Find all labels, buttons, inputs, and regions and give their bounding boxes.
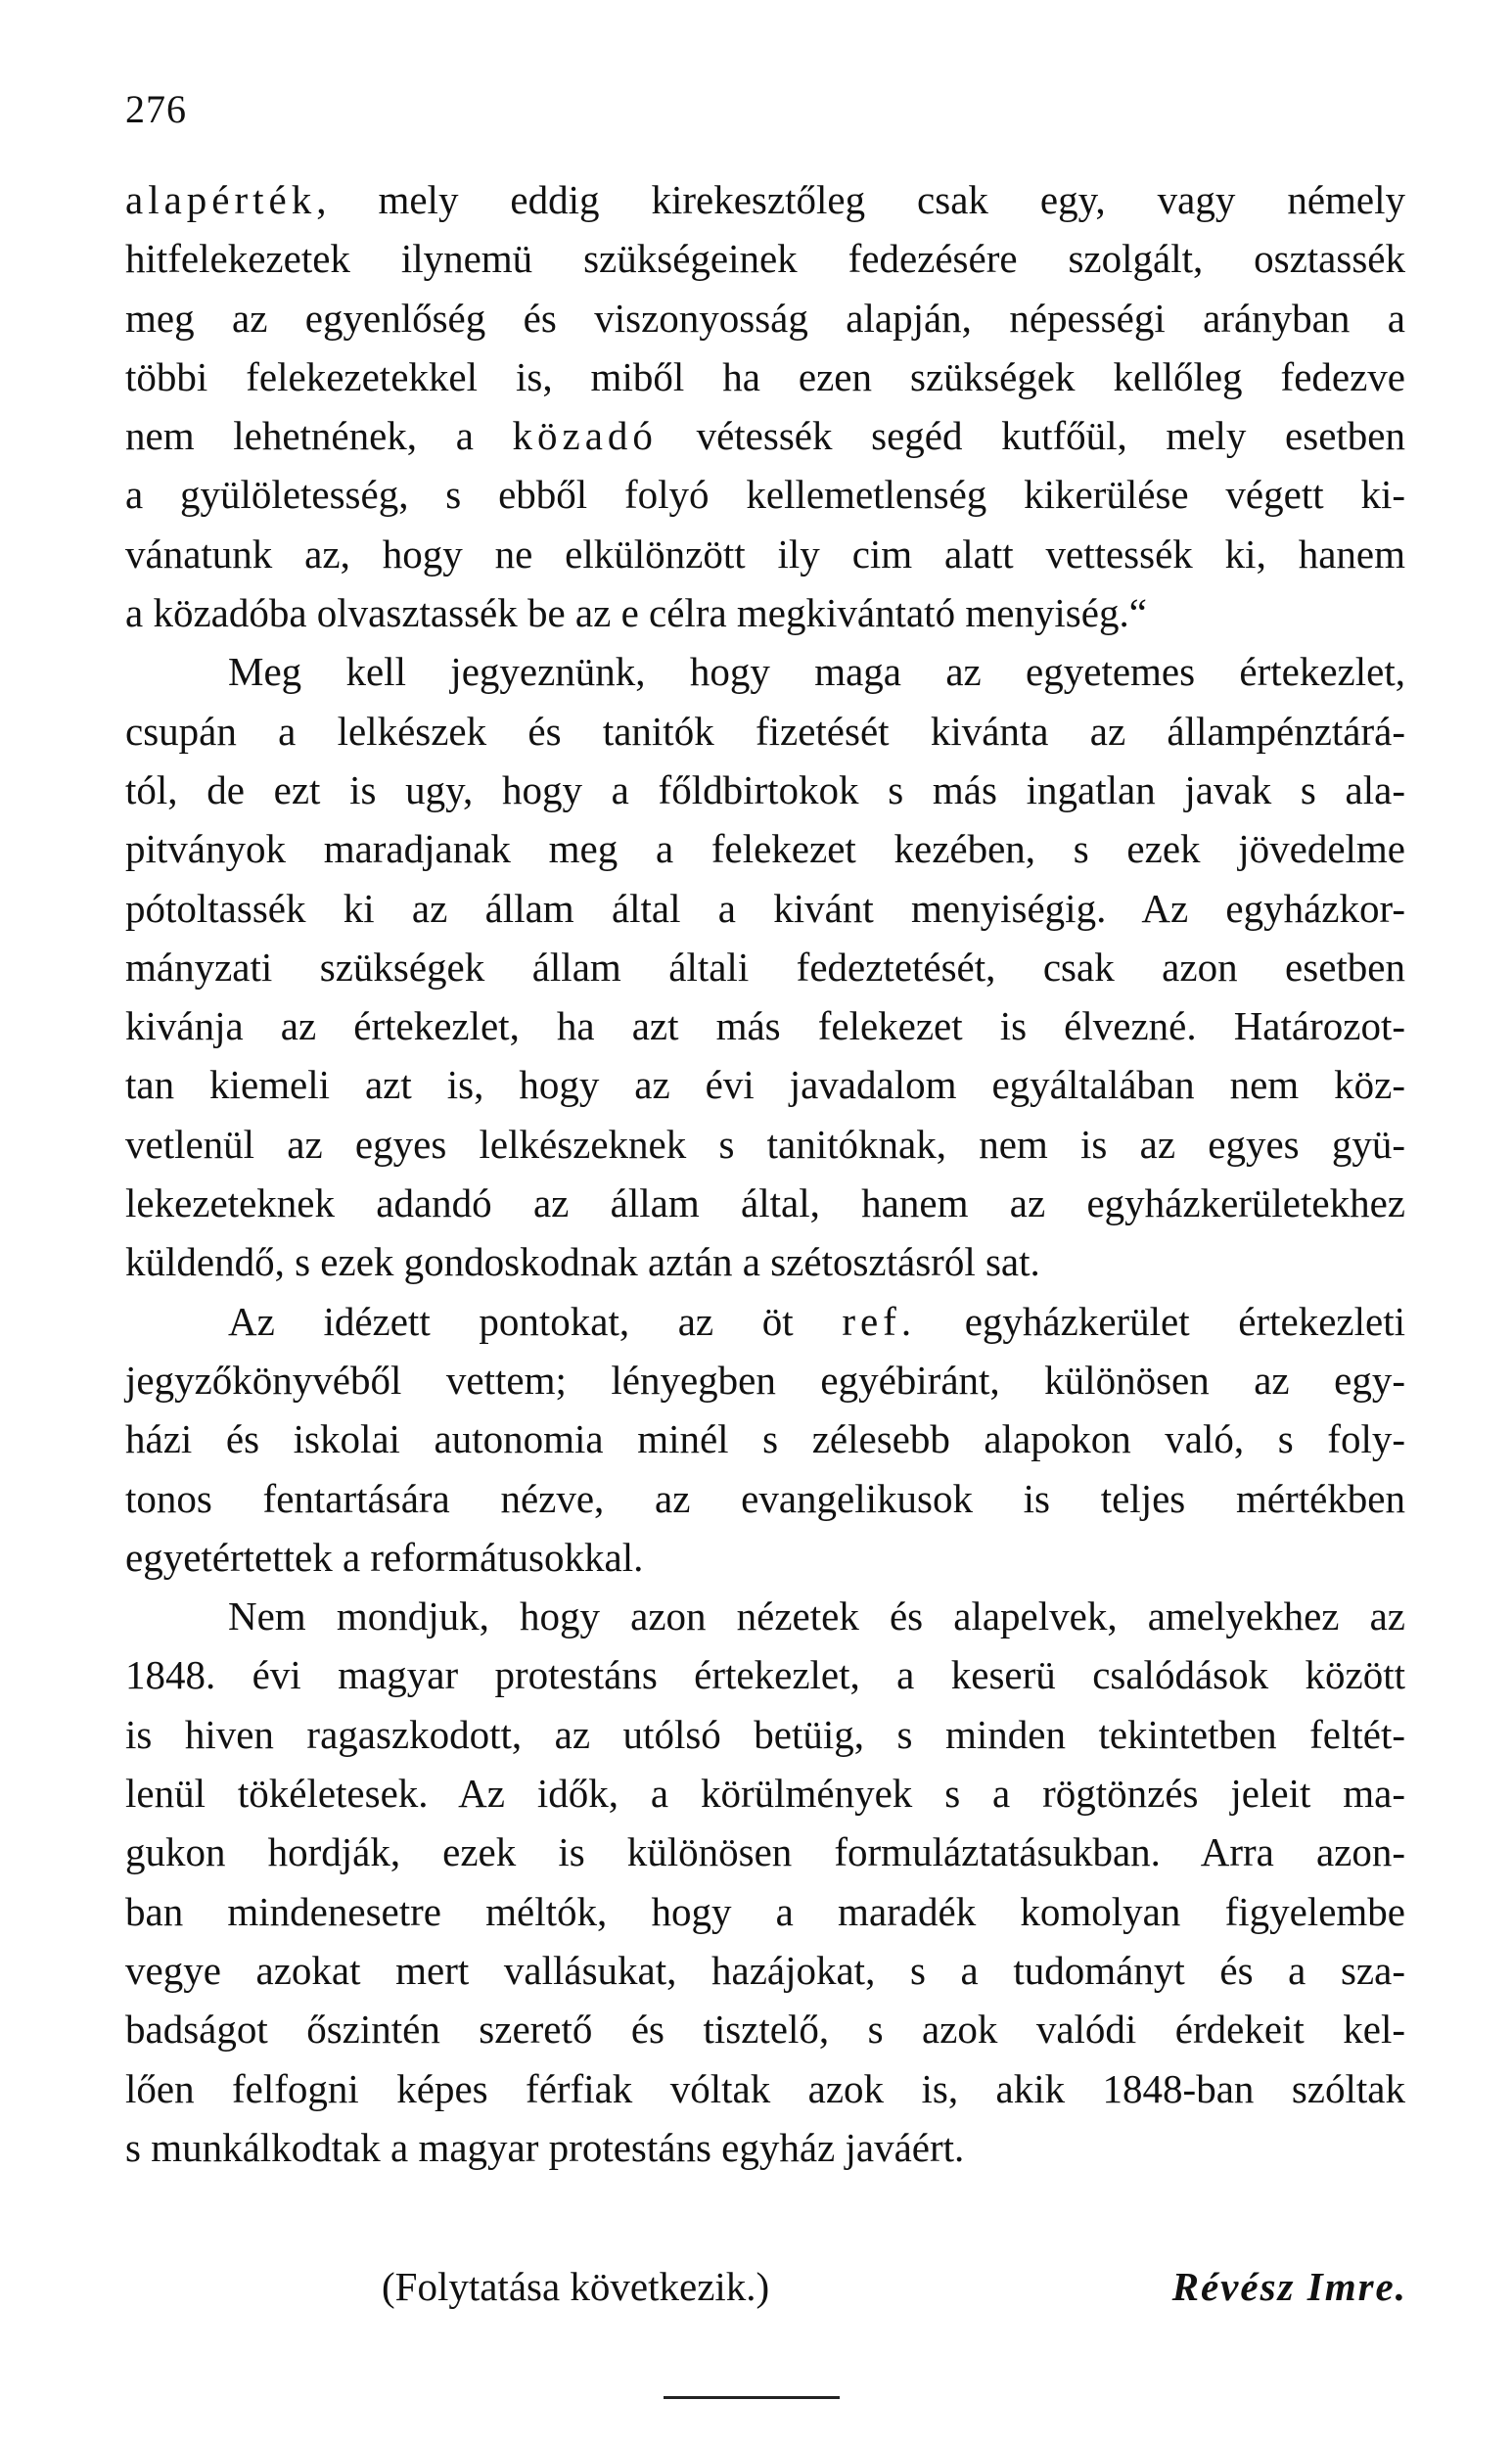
text-line [125, 1705, 1405, 1764]
text-run: Meg kell jegyeznünk, hogy maga az egyetemes értekezlet, [228, 649, 1405, 695]
text-line [125, 702, 1405, 761]
end-rule [664, 2396, 840, 2399]
text-line [125, 642, 1405, 701]
text-run: hitfelekezetek ilynemü szükségeinek fedezésére szolgált, osztassék [125, 236, 1405, 282]
text-run: pitványok maradjanak meg a felekezet kezében, s ezek jövedelme [125, 826, 1405, 872]
text-run: 1848. évi magyar protestáns értekezlet, a keserü csalódások között [125, 1652, 1405, 1698]
text-line [125, 1645, 1405, 1704]
text-run: vetlenül az egyes lelkészeknek s tanitóknak, nem is az egyes gyü- [125, 1121, 1405, 1167]
text-line [125, 1941, 1405, 2000]
page-number: 276 [125, 87, 187, 131]
text-line [125, 1174, 1405, 1232]
text-run: badságot őszintén szerető és tisztelő, s azok valódi érdekeit kel- [125, 2007, 1405, 2053]
emphasized-text: közadó [512, 413, 658, 459]
text-run: tan kiemeli azt is, hogy az évi javadalom egyáltalában nem köz- [125, 1062, 1405, 1108]
text-run: a gyülöletesség, s ebből folyó kellemetlenség kikerülése végett ki- [125, 472, 1405, 518]
text-line [125, 2000, 1405, 2058]
text-line [125, 1528, 1405, 1587]
text-line [125, 406, 1405, 465]
text-run: , mely eddig kirekesztőleg csak egy, vagy némely [316, 177, 1405, 222]
text-run: lően felfogni képes férfiak vóltak azok is, akik 1848-ban szóltak [125, 2065, 1405, 2111]
text-line [125, 465, 1405, 524]
text-line [125, 1469, 1405, 1528]
author-signature: Révész Imre. [1171, 2264, 1407, 2309]
text-line [125, 2059, 1405, 2118]
text-line [125, 2118, 1405, 2177]
text-run: gukon hordják, ezek is különösen formuláztatásukban. Arra azon- [125, 1829, 1405, 1875]
text-line [125, 761, 1405, 819]
text-line [125, 996, 1405, 1055]
text-run: a közadóba olvasztassék be az e célra megkivántató menyiség.“ [125, 590, 1147, 636]
text-run: jegyzőkönyvéből vettem; lényegben egyébiránt, különösen az egy- [125, 1357, 1405, 1403]
text-run: mányzati szükségek állam általi fedeztetését, csak azon esetben [125, 944, 1405, 990]
text-run: vegye azokat mert vallásukat, hazájokat, s a tudományt és a sza- [125, 1947, 1405, 1993]
text-run: egyházkerület értekezleti [916, 1298, 1405, 1344]
text-run: meg az egyenlőség és viszonyosság alapján, népességi arányban a [125, 295, 1405, 341]
text-run: küldendő, s ezek gondoskodnak aztán a szétosztásról sat. [125, 1239, 1040, 1285]
text-line [125, 1115, 1405, 1174]
text-line [125, 1587, 1405, 1645]
emphasized-text: ref. [842, 1298, 917, 1344]
text-line [125, 229, 1405, 288]
text-run: Nem mondjuk, hogy azon nézetek és alapelvek, amelyekhez az [228, 1593, 1405, 1639]
text-run: lenül tökéletesek. Az idők, a körülmények s a rögtönzés jeleit ma- [125, 1771, 1405, 1817]
text-run: házi és iskolai autonomia minél s zélesebb alapokon való, s foly- [125, 1416, 1405, 1462]
text-run: egyetértettek a reformátusokkal. [125, 1534, 644, 1580]
text-run: is hiven ragaszkodott, az utólsó betüig, s minden tekintetben feltét- [125, 1711, 1405, 1757]
text-run: vánatunk az, hogy ne elkülönzött ily cim alatt vettessék ki, hanem [125, 531, 1405, 577]
text-line [125, 1055, 1405, 1114]
text-line [125, 347, 1405, 406]
text-line [125, 1292, 1405, 1351]
text-line [125, 289, 1405, 347]
text-run: nem lehetnének, a [125, 413, 513, 459]
text-line [125, 1882, 1405, 1941]
text-line [125, 583, 1405, 642]
text-line [125, 819, 1405, 878]
text-run: lekezeteknek adandó az állam által, hanem az egyházkerületekhez [125, 1180, 1405, 1226]
text-line [125, 1764, 1405, 1823]
text-run: kivánja az értekezlet, ha azt más felekezet is élvezné. Határozot- [125, 1003, 1405, 1049]
text-line [125, 1232, 1405, 1291]
text-run: csupán a lelkészek és tanitók fizetését kivánta az állampénztárá- [125, 708, 1405, 754]
text-run: Az idézett pontokat, az öt [228, 1298, 843, 1344]
text-line [125, 1409, 1405, 1468]
text-run: többi felekezetekkel is, miből ha ezen szükségek kellőleg fedezve [125, 353, 1405, 399]
text-run: tól, de ezt is ugy, hogy a főldbirtokok s más ingatlan javak s ala- [125, 766, 1405, 812]
text-run: tonos fentartására nézve, az evangelikusok is teljes mértékben [125, 1475, 1405, 1521]
text-line [125, 938, 1405, 996]
text-line [125, 170, 1405, 229]
text-run: s munkálkodtak a magyar protestáns egyház javáért. [125, 2124, 965, 2170]
text-line [125, 1351, 1405, 1409]
continuation-note: (Folytatása következik.) [382, 2264, 770, 2309]
emphasized-text: alapérték [125, 177, 317, 222]
text-run: ban mindenesetre méltók, hogy a maradék komolyan figyelembe [125, 1888, 1405, 1934]
text-line [125, 525, 1405, 583]
text-line [125, 1823, 1405, 1881]
body-text [125, 170, 1405, 2177]
text-line [125, 879, 1405, 938]
closing-line [382, 2257, 1407, 2316]
text-run: pótoltassék ki az állam által a kivánt menyiségig. Az egyházkor- [125, 885, 1405, 931]
text-run: vétessék segéd kutfőül, mely esetben [657, 413, 1405, 459]
